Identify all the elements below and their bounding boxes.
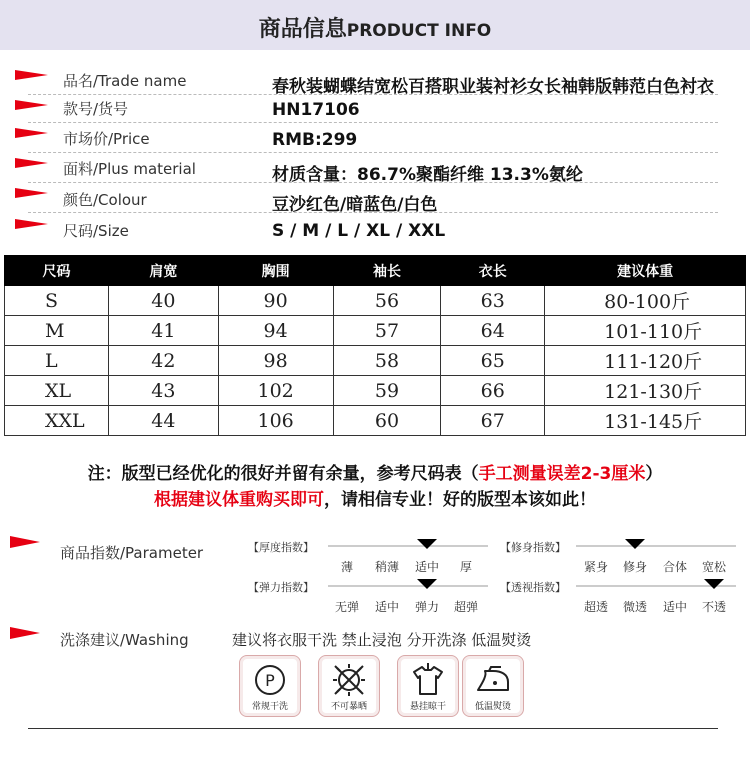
fit-note-highlight: 手工测量误差2-3厘米 (478, 464, 646, 484)
divider (28, 212, 718, 213)
table-cell: 43 (108, 376, 218, 406)
table-row (5, 346, 746, 376)
column-header: 胸围 (218, 256, 333, 286)
table-cell: 101-110斤 (545, 316, 746, 346)
thickness-scale (328, 545, 488, 547)
scale-option: 稍薄 (374, 560, 400, 574)
material-label: 面料/Plus material (63, 160, 196, 178)
scale-option: 超透 (583, 600, 609, 614)
column-header: 尺码 (5, 256, 109, 286)
scale-option: 不透 (701, 600, 727, 614)
table-cell: 56 (333, 286, 441, 316)
table-cell: 60 (333, 406, 441, 436)
washing-label: 洗涤建议/Washing (60, 631, 189, 649)
material-value: 材质含量：86.7%聚酯纤维 13.3%氨纶 (272, 165, 583, 185)
colour-value: 豆沙红色/暗蓝色/白色 (272, 195, 438, 215)
washing-instructions: 建议将衣服干洗 禁止浸泡 分开洗涤 低温熨烫 (232, 631, 532, 649)
table-cell: 67 (441, 406, 545, 436)
size-chart-table (4, 255, 746, 436)
table-cell: 98 (218, 346, 333, 376)
divider (28, 122, 718, 123)
table-cell: 111-120斤 (545, 346, 746, 376)
trade-name-label: 品名/Trade name (63, 72, 187, 90)
scale-option: 合体 (662, 560, 688, 574)
scale-option: 适中 (414, 560, 440, 574)
care-caption: 不可暴晒 (330, 702, 367, 712)
page-title (0, 12, 750, 43)
red-flag-icon (15, 128, 48, 138)
fit-note-line2 (0, 485, 750, 510)
table-cell: 90 (218, 286, 333, 316)
table-cell: 58 (333, 346, 441, 376)
care-caption: 常规干洗 (251, 702, 288, 712)
scale-option: 修身 (622, 560, 648, 574)
red-flag-icon (15, 100, 48, 110)
fit-note-text: ，请相信专业！好的版型本该如此！ (324, 490, 596, 510)
scale-option: 无弹 (334, 600, 360, 614)
table-cell: 131-145斤 (545, 406, 746, 436)
page-title-cn: 商品信息 (258, 17, 347, 42)
elasticity-scale (328, 585, 488, 587)
scale-option: 微透 (622, 600, 648, 614)
scale-option: 适中 (374, 600, 400, 614)
size-label: 尺码/Size (63, 222, 129, 240)
scale-option: 弹力 (414, 600, 440, 614)
column-header: 袖长 (333, 256, 441, 286)
table-cell: 41 (108, 316, 218, 346)
table-cell: 94 (218, 316, 333, 346)
fit-note-text: ） (645, 464, 663, 484)
colour-label: 颜色/Colour (63, 191, 147, 209)
table-cell: S (5, 286, 109, 316)
sheerness-index-label: 【透视指数】 (500, 581, 566, 594)
table-cell: 80-100斤 (545, 286, 746, 316)
column-header: 衣长 (441, 256, 545, 286)
table-cell: XL (5, 376, 109, 406)
table-cell: 121-130斤 (545, 376, 746, 406)
divider (28, 182, 718, 183)
table-cell: 66 (441, 376, 545, 406)
trade-name-value: 春秋装蝴蝶结宽松百搭职业装衬衫女长袖韩版韩范白色衬衣 (272, 77, 714, 97)
care-caption: 悬挂晾干 (409, 702, 446, 712)
table-cell: 102 (218, 376, 333, 406)
table-header-row (5, 256, 746, 286)
table-row (5, 406, 746, 436)
scale-option: 超弹 (453, 600, 479, 614)
table-cell: 63 (441, 286, 545, 316)
fit-scale (576, 545, 736, 547)
red-flag-icon (10, 627, 40, 639)
size-value: S / M / L / XL / XXL (272, 221, 446, 241)
column-header: 建议体重 (545, 256, 746, 286)
divider (28, 94, 718, 95)
table-cell: M (5, 316, 109, 346)
table-cell: 65 (441, 346, 545, 376)
no-sun-dry-icon (318, 655, 380, 717)
table-row (5, 316, 746, 346)
table-cell: XXL (5, 406, 109, 436)
bottom-divider (28, 728, 718, 729)
table-row (5, 286, 746, 316)
table-cell: 40 (108, 286, 218, 316)
red-flag-icon (15, 219, 48, 229)
scale-option: 薄 (340, 560, 354, 574)
thickness-marker-icon (417, 539, 437, 549)
dry-clean-icon (239, 655, 301, 717)
hang-dry-icon (397, 655, 459, 717)
red-flag-icon (15, 188, 48, 198)
thickness-index-label: 【厚度指数】 (248, 541, 314, 554)
care-caption: 低温熨烫 (474, 702, 511, 712)
table-cell: 57 (333, 316, 441, 346)
red-flag-icon (15, 70, 48, 80)
fit-index-label: 【修身指数】 (500, 541, 566, 554)
price-label: 市场价/Price (63, 130, 150, 148)
elasticity-marker-icon (417, 579, 437, 589)
red-flag-icon (15, 158, 48, 168)
fit-note-line1 (0, 459, 750, 484)
fit-marker-icon (625, 539, 645, 549)
style-no-value: HN17106 (272, 100, 360, 120)
scale-option: 适中 (662, 600, 688, 614)
scale-option: 紧身 (583, 560, 609, 574)
price-value: RMB:299 (272, 130, 358, 150)
fit-note-highlight: 根据建议体重购买即可 (154, 490, 324, 510)
column-header: 肩宽 (108, 256, 218, 286)
divider (28, 152, 718, 153)
parameter-label: 商品指数/Parameter (60, 544, 204, 562)
header-banner (0, 0, 750, 50)
table-cell: 42 (108, 346, 218, 376)
table-row (5, 376, 746, 406)
page-title-en: PRODUCT INFO (346, 21, 492, 41)
scale-option: 宽松 (701, 560, 727, 574)
dry-clean-symbol: P (265, 671, 275, 690)
table-cell: 64 (441, 316, 545, 346)
table-cell: 106 (218, 406, 333, 436)
low-iron-icon (462, 655, 524, 717)
table-cell: L (5, 346, 109, 376)
table-cell: 59 (333, 376, 441, 406)
scale-option: 厚 (459, 560, 473, 574)
style-no-label: 款号/货号 (63, 100, 129, 118)
red-flag-icon (10, 536, 40, 548)
table-cell: 44 (108, 406, 218, 436)
fit-note-text: 注：版型已经优化的很好并留有余量，参考尺码表（ (87, 464, 479, 484)
elasticity-index-label: 【弹力指数】 (248, 581, 314, 594)
sheerness-marker-icon (704, 579, 724, 589)
